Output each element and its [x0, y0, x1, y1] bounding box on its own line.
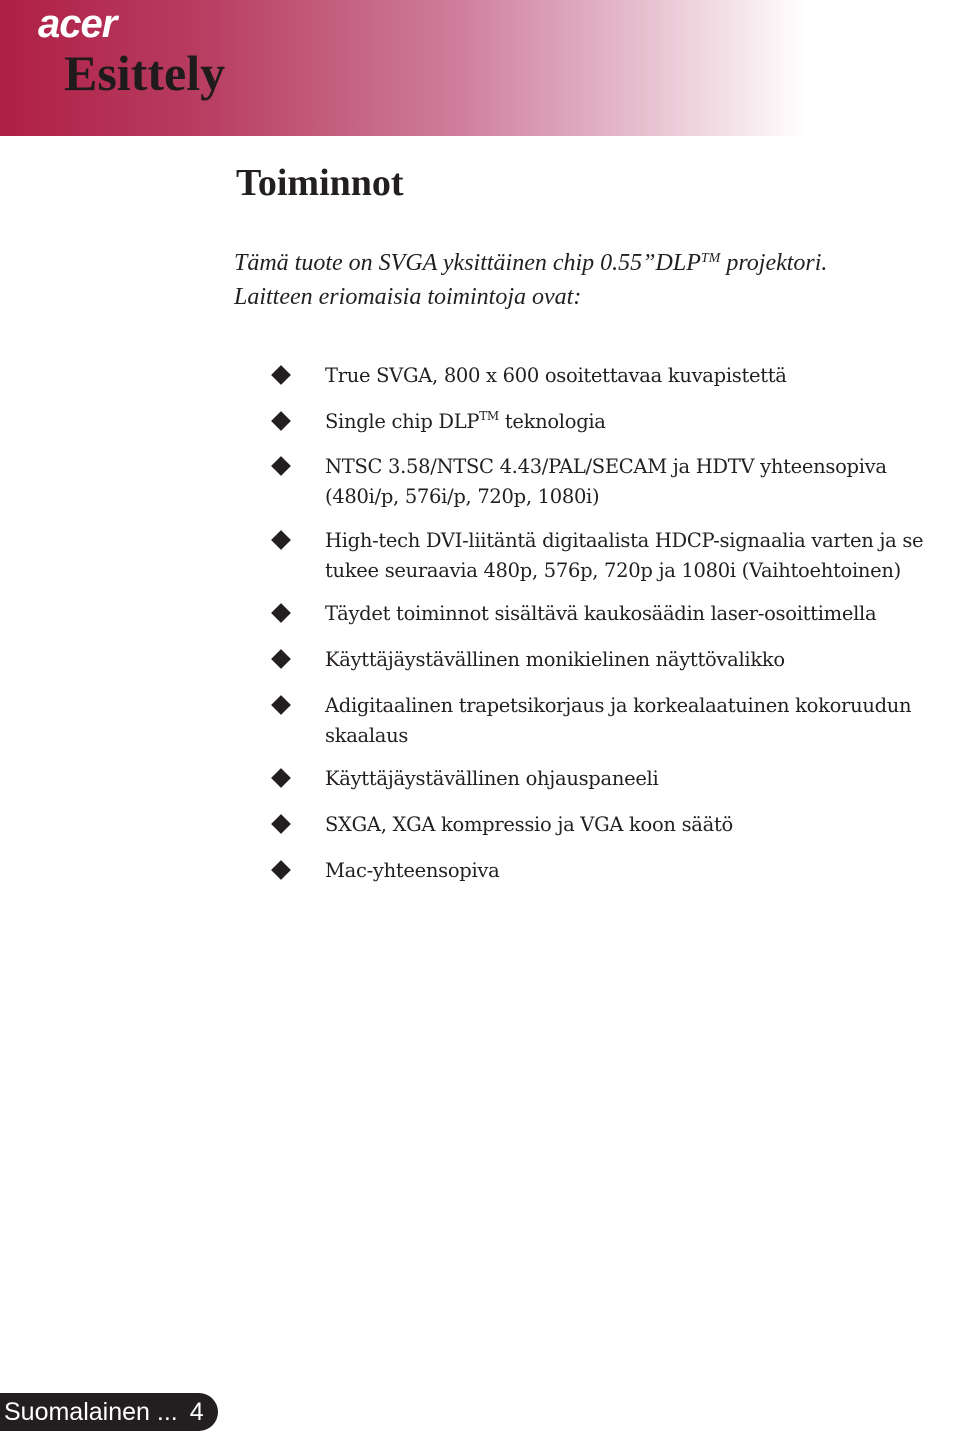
chapter-title: Esittely	[64, 45, 226, 101]
footer-text	[4, 1397, 204, 1427]
list-item	[325, 452, 957, 512]
intro-line-1-text: Tämä tuote on SVGA yksittäinen chip 0.55”DLP	[234, 250, 701, 276]
diamond-bullet-icon	[271, 768, 291, 788]
trademark-superscript: TM	[700, 251, 721, 266]
section-title: Toiminnot	[236, 162, 404, 204]
intro-line-2: Laitteen eriomaisia toimintoja ovat:	[234, 284, 582, 310]
feature-text: Käyttäjäystävällinen ohjauspaneeli	[325, 767, 659, 790]
trademark-superscript: TM	[479, 409, 499, 423]
diamond-bullet-icon	[271, 530, 291, 550]
page-number: 4	[189, 1398, 204, 1426]
feature-text: Mac-yhteensopiva	[325, 859, 500, 882]
feature-text: Täydet toiminnot sisältävä kaukosäädin laser-osoittimella	[325, 602, 877, 625]
intro-line-1-end: projektori.	[720, 250, 828, 276]
feature-text: True SVGA, 800 x 600 osoitettavaa kuvapistettä	[325, 364, 787, 387]
diamond-bullet-icon	[271, 411, 291, 431]
feature-text: High-tech DVI-liitäntä digitaalista HDCP-signaalia varten ja se tukee seuraavia 480p, 576p, 720p ja 1080i (Vaihtoehtoinen)	[325, 529, 924, 582]
diamond-bullet-icon	[271, 456, 291, 476]
feature-text: Käyttäjäystävällinen monikielinen näyttövalikko	[325, 648, 785, 671]
feature-text: NTSC 3.58/NTSC 4.43/PAL/SECAM ja HDTV yhteensopiva (480i/p, 576i/p, 720p, 1080i)	[325, 455, 887, 508]
list-item	[325, 764, 957, 794]
feature-text: SXGA, XGA kompressio ja VGA koon säätö	[325, 813, 733, 836]
feature-text: Single chip DLP	[325, 410, 480, 433]
list-item	[325, 526, 957, 586]
page-footer-tab	[0, 1393, 218, 1431]
list-item	[325, 691, 957, 751]
list-item	[325, 599, 957, 629]
diamond-bullet-icon	[271, 814, 291, 834]
list-item	[325, 361, 957, 391]
diamond-bullet-icon	[271, 603, 291, 623]
diamond-bullet-icon	[271, 860, 291, 880]
acer-logo: acer	[38, 2, 117, 46]
list-item	[325, 856, 957, 886]
feature-text-end: teknologia	[498, 410, 606, 433]
feature-text: Adigitaalinen trapetsikorjaus ja korkealaatuinen kokoruudun skaalaus	[325, 694, 912, 747]
diamond-bullet-icon	[271, 649, 291, 669]
list-item	[325, 810, 957, 840]
list-item	[325, 645, 957, 675]
list-item	[325, 407, 957, 437]
diamond-bullet-icon	[271, 365, 291, 385]
diamond-bullet-icon	[271, 695, 291, 715]
footer-language: Suomalainen ...	[4, 1398, 178, 1426]
